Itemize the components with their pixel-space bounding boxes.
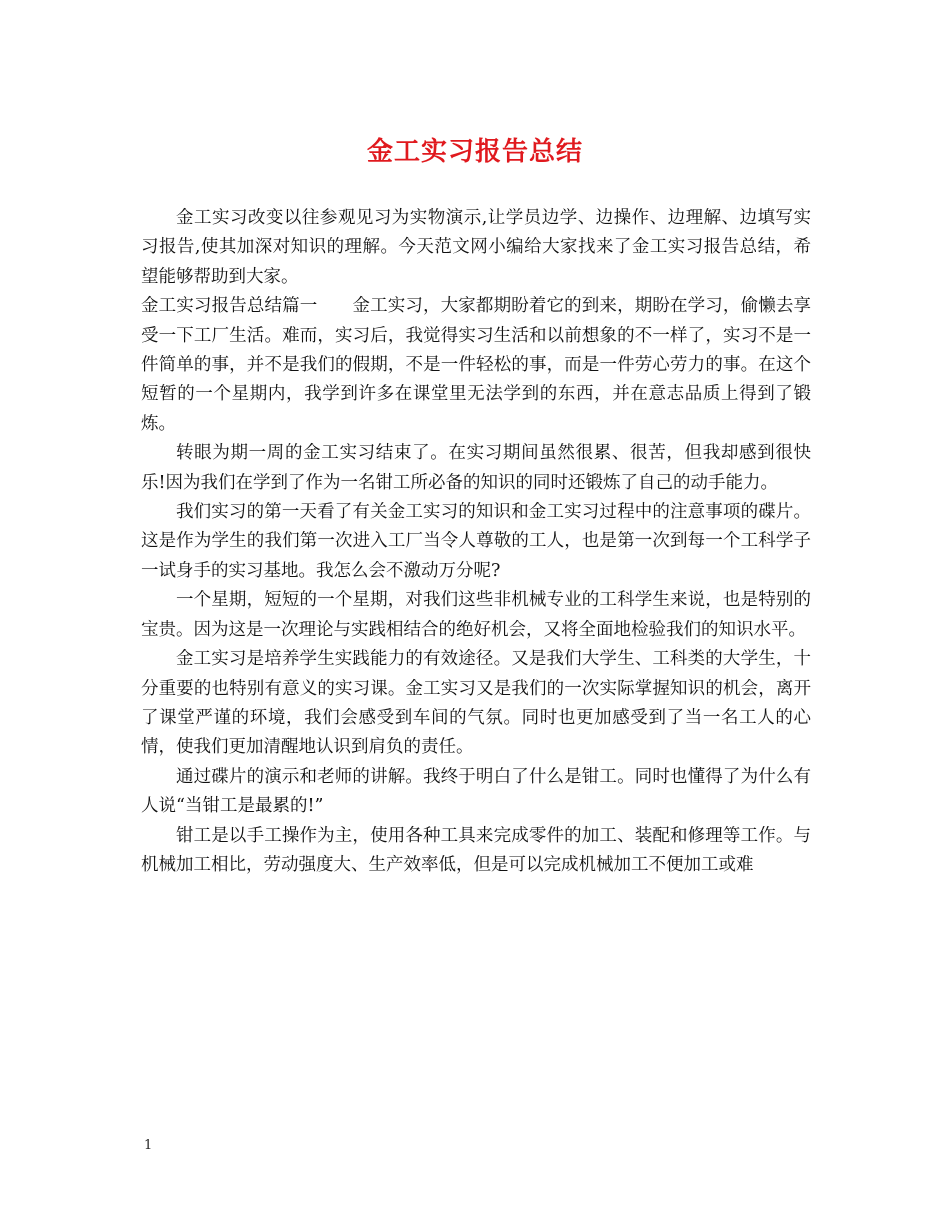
document-title: 金工实习报告总结 (366, 137, 583, 167)
paragraph: 通过碟片的演示和老师的讲解。我终于明白了什么是钳工。同时也懂得了为什么有人说“当钳工是最累的!” (141, 766, 811, 817)
paragraph: 金工实习是培养学生实践能力的有效途径。又是我们大学生、工科类的大学生，十分重要的也特别有意义的实习课。金工实习又是我们的一次实际掌握知识的机会，离开了课堂严谨的环境，我们会感受到车间的气氛。同时也更加感受到了当一名工人的心情，使我们更加清醒地认识到肩负的责任。 (141, 649, 811, 758)
paragraph: 我们实习的第一天看了有关金工实习的知识和金工实习过程中的注意事项的碟片。这是作为学生的我们第一次进入工厂当令人尊敬的工人，也是第一次到每一个工科学子一试身手的实习基地。我怎么会不激动万分呢? (141, 502, 811, 581)
paragraph: 一个星期，短短的一个星期，对我们这些非机械专业的工科学生来说，也是特别的宝贵。因为这是一次理论与实践相结合的绝好机会，又将全面地检验我们的知识水平。 (141, 590, 811, 640)
section-one-text: 金工实习，大家都期盼着它的到来，期盼在学习，偷懒去享受一下工厂生活。难而，实习后，我觉得实习生活和以前想象的不一样了，实习不是一件简单的事，并不是我们的假期，不是一件轻松的事，而是一件劳心劳力的事。在这个短暂的一个星期内，我学到许多在课堂里无法学到的东西，并在意志品质上得到了锻炼。 (141, 296, 812, 434)
paragraph: 转眼为期一周的金工实习结束了。在实习期间虽然很累、很苦，但我却感到很快乐!因为我们在学到了作为一名钳工所必备的知识的同时还锻炼了自己的动手能力。 (141, 443, 811, 493)
page-number: 1 (144, 1138, 153, 1153)
paragraph-intro: 金工实习改变以往参观见习为实物演示,让学员边学、边操作、边理解、边填写实习报告,使其加深对知识的理解。今天范文网小编给大家找来了金工实习报告总结，希望能够帮助到大家。 (141, 208, 811, 287)
paragraph-section-one (141, 292, 811, 439)
document-body (141, 204, 811, 880)
paragraph: 钳工是以手工操作为主，使用各种工具来完成零件的加工、装配和修理等工作。与机械加工相比，劳动强度大、生产效率低，但是可以完成机械加工不便加工或难 (141, 825, 811, 875)
section-heading: 金工实习报告总结篇一 (141, 296, 318, 317)
